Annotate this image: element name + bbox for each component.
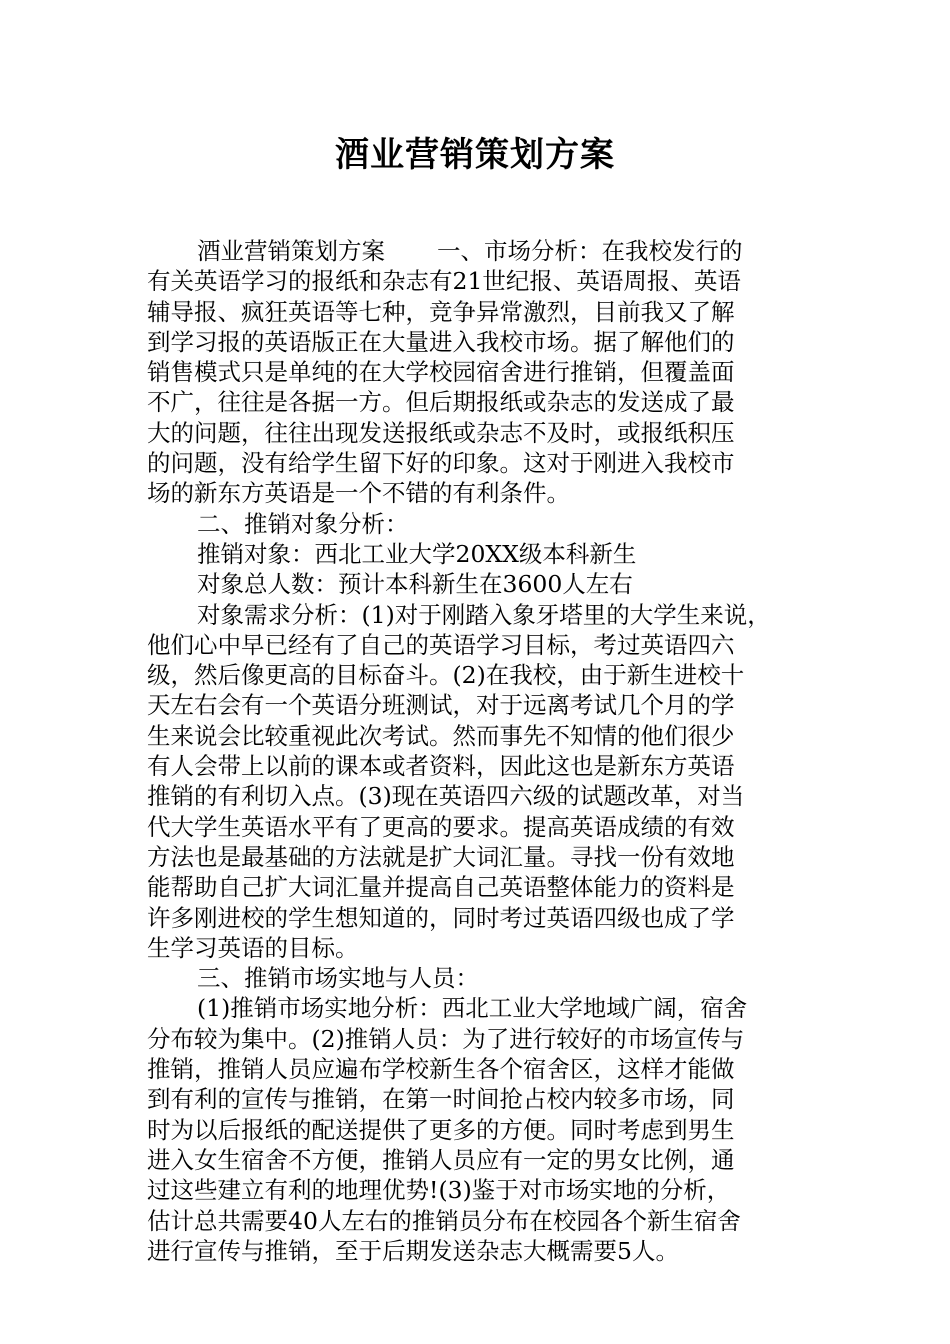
document-title: 酒业营销策划方案 [335, 135, 615, 175]
document-body [147, 236, 810, 1266]
section-heading: 二、推销对象分析： [197, 509, 409, 538]
paragraph-line: 推销对象：西北工业大学20XX级本科新生 [197, 539, 637, 568]
paragraph-line [147, 236, 810, 266]
paragraph-line: 时为以后报纸的配送提供了更多的方便。同时考虑到男生 [147, 1115, 735, 1144]
paragraph-line: 有人会带上以前的课本或者资料，因此这也是新东方英语 [147, 752, 735, 781]
paragraph-line: 级，然后像更高的目标奋斗。(2)在我校，由于新生进校十 [147, 661, 745, 690]
paragraph-line: 大的问题，往往出现发送报纸或杂志不及时，或报纸积压 [147, 418, 735, 447]
paragraph-line: (1)推销市场实地分析：西北工业大学地域广阔，宿舍 [197, 994, 748, 1023]
paragraph-line: 销售模式只是单纯的在大学校园宿舍进行推销，但覆盖面 [147, 358, 735, 387]
paragraph-line: 对象总人数：预计本科新生在3600人左右 [197, 570, 633, 599]
paragraph-line: 对象需求分析：(1)对于刚踏入象牙塔里的大学生来说， [197, 600, 771, 629]
inline-heading: 酒业营销策划方案 [197, 237, 385, 265]
paragraph-line: 场的新东方英语是一个不错的有利条件。 [147, 479, 570, 508]
paragraph-line: 分布较为集中。(2)推销人员：为了进行较好的市场宣传与 [147, 1024, 745, 1053]
paragraph-line: 推销，推销人员应遍布学校新生各个宿舍区，这样才能做 [147, 1055, 735, 1084]
paragraph-line: 代大学生英语水平有了更高的要求。提高英语成绩的有效 [147, 812, 735, 841]
section-heading: 三、推销市场实地与人员： [197, 964, 479, 993]
paragraph-line: 不广，往往是各据一方。但后期报纸或杂志的发送成了最 [147, 388, 735, 417]
paragraph-line: 推销的有利切入点。(3)现在英语四六级的试题改革，对当 [147, 782, 745, 811]
paragraph-line: 到学习报的英语版正在大量进入我校市场。据了解他们的 [147, 327, 735, 356]
paragraph-line: 到有利的宣传与推销，在第一时间抢占校内较多市场，同 [147, 1085, 735, 1114]
paragraph-line: 生学习英语的目标。 [147, 933, 359, 962]
paragraph-line: 能帮助自己扩大词汇量并提高自己英语整体能力的资料是 [147, 873, 735, 902]
paragraph-line: 估计总共需要40人左右的推销员分布在校园各个新生宿舍 [147, 1206, 741, 1235]
paragraph-line: 方法也是最基础的方法就是扩大词汇量。寻找一份有效地 [147, 842, 735, 871]
paragraph-line: 他们心中早已经有了自己的英语学习目标，考过英语四六 [147, 630, 735, 659]
paragraph-line: 过这些建立有利的地理优势!(3)鉴于对市场实地的分析， [147, 1176, 731, 1205]
paragraph-line: 的问题，没有给学生留下好的印象。这对于刚进入我校市 [147, 449, 735, 478]
paragraph-line: 有关英语学习的报纸和杂志有21世纪报、英语周报、英语 [147, 267, 741, 296]
paragraph-line: 进入女生宿舍不方便，推销人员应有一定的男女比例，通 [147, 1145, 735, 1174]
paragraph-line: 生来说会比较重视此次考试。然而事先不知情的他们很少 [147, 721, 735, 750]
paragraph-line: 天左右会有一个英语分班测试，对于远离考试几个月的学 [147, 691, 735, 720]
paragraph-line: 许多刚进校的学生想知道的，同时考过英语四级也成了学 [147, 903, 735, 932]
line-text: 一、市场分析：在我校发行的 [437, 237, 743, 265]
paragraph-line: 进行宣传与推销，至于后期发送杂志大概需要5人。 [147, 1236, 679, 1265]
paragraph-line: 辅导报、疯狂英语等七种，竞争异常激烈，目前我又了解 [147, 297, 735, 326]
